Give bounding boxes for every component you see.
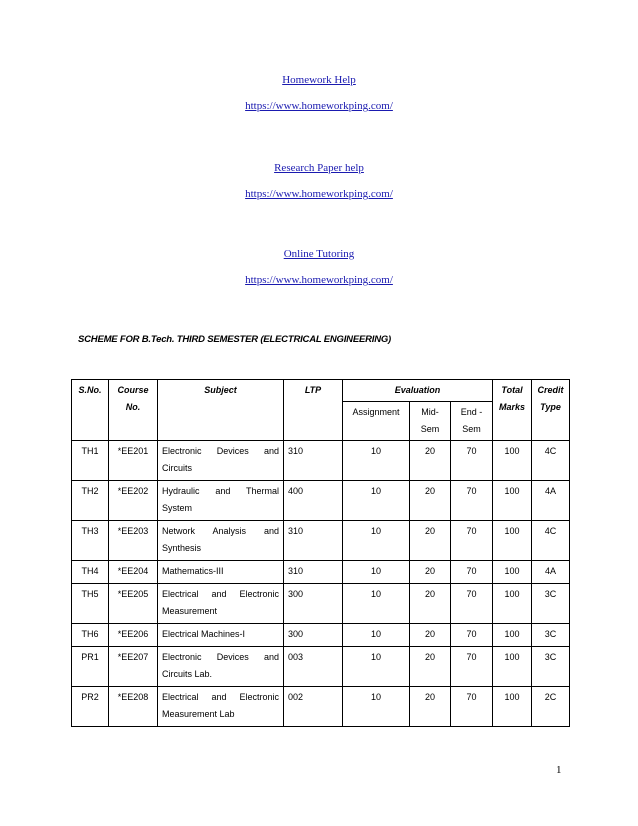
cell-credit: 3C [532, 624, 570, 647]
cell-midsem: 20 [410, 647, 451, 687]
cell-sno: TH5 [72, 584, 109, 624]
cell-subject: Electrical and Electronic Measurement [158, 584, 284, 624]
cell-ltp: 310 [284, 521, 343, 561]
cell-subject: Network Analysis and Synthesis [158, 521, 284, 561]
table-row [72, 647, 570, 687]
cell-ltp: 300 [284, 584, 343, 624]
cell-ltp: 310 [284, 561, 343, 584]
cell-ltp: 310 [284, 441, 343, 481]
cell-assignment: 10 [343, 687, 410, 727]
cell-course: *EE206 [109, 624, 158, 647]
header-sno: S.No. [72, 380, 109, 441]
cell-sno: TH2 [72, 481, 109, 521]
cell-assignment: 10 [343, 561, 410, 584]
research-paper-url-link[interactable]: https://www.homeworkping.com/ [245, 188, 393, 200]
cell-sno: PR2 [72, 687, 109, 727]
table-row [72, 624, 570, 647]
header-subject: Subject [158, 380, 284, 441]
cell-course: *EE207 [109, 647, 158, 687]
cell-midsem: 20 [410, 561, 451, 584]
research-paper-help-link[interactable]: Research Paper help [274, 162, 364, 174]
cell-midsem: 20 [410, 481, 451, 521]
cell-endsem: 70 [451, 521, 493, 561]
cell-assignment: 10 [343, 521, 410, 561]
cell-course: *EE202 [109, 481, 158, 521]
cell-midsem: 20 [410, 624, 451, 647]
cell-assignment: 10 [343, 441, 410, 481]
link-block-homework [0, 74, 638, 113]
cell-endsem: 70 [451, 647, 493, 687]
cell-course: *EE201 [109, 441, 158, 481]
scheme-table [71, 379, 570, 727]
cell-course: *EE204 [109, 561, 158, 584]
online-tutoring-url-link[interactable]: https://www.homeworkping.com/ [245, 274, 393, 286]
cell-ltp: 400 [284, 481, 343, 521]
cell-assignment: 10 [343, 481, 410, 521]
cell-endsem: 70 [451, 561, 493, 584]
cell-total: 100 [493, 647, 532, 687]
cell-course: *EE205 [109, 584, 158, 624]
cell-total: 100 [493, 584, 532, 624]
cell-credit: 3C [532, 647, 570, 687]
table-row [72, 481, 570, 521]
cell-subject: Electrical and Electronic Measurement Lab [158, 687, 284, 727]
table-row [72, 584, 570, 624]
header-credit: Credit Type [532, 380, 570, 441]
cell-endsem: 70 [451, 624, 493, 647]
cell-midsem: 20 [410, 441, 451, 481]
homework-help-link[interactable]: Homework Help [282, 74, 356, 86]
cell-ltp: 002 [284, 687, 343, 727]
cell-ltp: 003 [284, 647, 343, 687]
cell-subject: Electronic Devices and Circuits Lab. [158, 647, 284, 687]
header-total: Total Marks [493, 380, 532, 441]
cell-endsem: 70 [451, 441, 493, 481]
cell-subject: Hydraulic and Thermal System [158, 481, 284, 521]
cell-credit: 2C [532, 687, 570, 727]
cell-endsem: 70 [451, 584, 493, 624]
cell-sno: TH3 [72, 521, 109, 561]
cell-midsem: 20 [410, 521, 451, 561]
scheme-heading: SCHEME FOR B.Tech. THIRD SEMESTER (ELECTRICAL ENGINEERING) [78, 334, 392, 345]
cell-assignment: 10 [343, 624, 410, 647]
page-number: 1 [556, 764, 562, 776]
cell-total: 100 [493, 481, 532, 521]
header-ltp: LTP [284, 380, 343, 441]
table-row [72, 441, 570, 481]
cell-midsem: 20 [410, 584, 451, 624]
online-tutoring-link[interactable]: Online Tutoring [283, 248, 355, 260]
cell-subject: Electrical Machines-I [158, 624, 284, 647]
cell-credit: 4A [532, 561, 570, 584]
cell-total: 100 [493, 561, 532, 584]
homework-help-url-link[interactable]: https://www.homeworkping.com/ [245, 100, 393, 112]
cell-sno: TH1 [72, 441, 109, 481]
cell-total: 100 [493, 521, 532, 561]
cell-course: *EE203 [109, 521, 158, 561]
cell-credit: 4A [532, 481, 570, 521]
table-row [72, 561, 570, 584]
cell-credit: 4C [532, 441, 570, 481]
cell-endsem: 70 [451, 481, 493, 521]
cell-subject: Electronic Devices and Circuits [158, 441, 284, 481]
cell-assignment: 10 [343, 584, 410, 624]
header-endsem: End -Sem [451, 402, 493, 441]
table-row [72, 687, 570, 727]
cell-subject: Mathematics-III [158, 561, 284, 584]
cell-sno: PR1 [72, 647, 109, 687]
cell-course: *EE208 [109, 687, 158, 727]
cell-ltp: 300 [284, 624, 343, 647]
header-assignment: Assignment [343, 402, 410, 441]
cell-midsem: 20 [410, 687, 451, 727]
link-block-tutoring [0, 248, 638, 287]
header-evaluation: Evaluation [343, 380, 493, 402]
cell-credit: 3C [532, 584, 570, 624]
cell-total: 100 [493, 624, 532, 647]
cell-assignment: 10 [343, 647, 410, 687]
header-midsem: Mid-Sem [410, 402, 451, 441]
header-course: Course No. [109, 380, 158, 441]
cell-total: 100 [493, 687, 532, 727]
cell-sno: TH4 [72, 561, 109, 584]
cell-endsem: 70 [451, 687, 493, 727]
cell-sno: TH6 [72, 624, 109, 647]
link-block-research [0, 162, 638, 201]
cell-credit: 4C [532, 521, 570, 561]
table-row [72, 521, 570, 561]
cell-total: 100 [493, 441, 532, 481]
